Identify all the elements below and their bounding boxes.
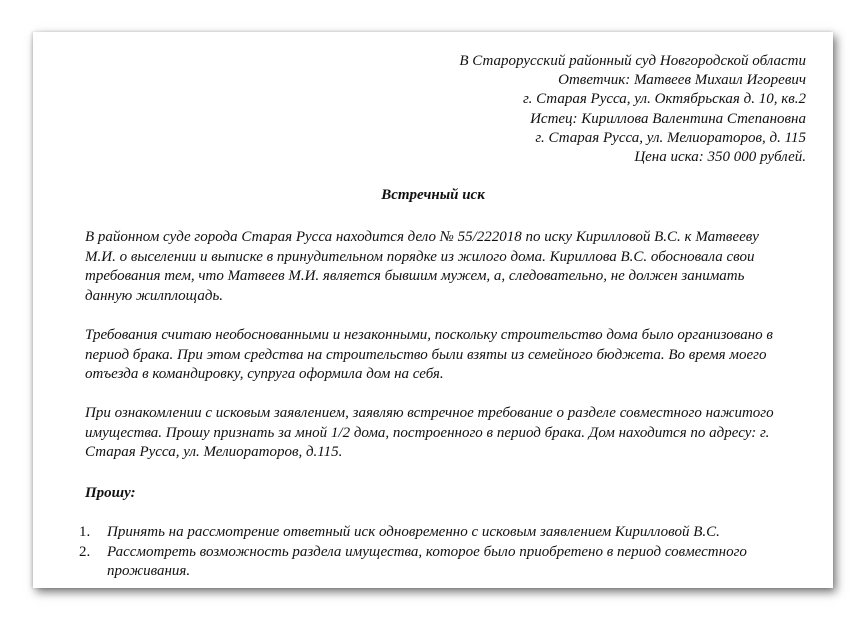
list-item xyxy=(79,543,799,582)
list-item-number: 2. xyxy=(79,543,91,560)
paragraph-objection: Требования считаю необоснованными и незаконными, поскольку строительство дома было организовано в период брака. При этом средства на строительство были взяты из семейного бюджета. Во время моего отъезда в командировку, супруга оформила дом на себя. xyxy=(85,327,773,382)
document-title: Встречный иск xyxy=(381,187,485,203)
request-heading: Прошу: xyxy=(85,485,136,501)
paragraph-counterclaim: При ознакомлении с исковым заявлением, заявляю встречное требование о разделе совместного нажитого имущества. Прошу признать за мной 1/2 дома, построенного в период брака. Дом находится по адресу: г. Старая Русса, ул. Мелиораторов, д.115. xyxy=(85,405,774,460)
list-item-text: Принять на рассмотрение ответный иск одновременно с исковым заявлением Кирилловой В.С. xyxy=(107,524,720,540)
list-item-number: 1. xyxy=(79,524,91,540)
header-plaintiff-address: г. Старая Русса, ул. Мелиораторов, д. 115 xyxy=(535,129,806,146)
paragraph-case-info: В районном суде города Старая Русса находится дело № 55/222018 по иску Кирилловой В.С. к Матвееву М.И. о выселении и выписке в принудительном порядке из жилого дома. Кириллова В.С. обосновала свои требования тем, что Матвеев М.И. является бывшим мужем, а, следовательно, не должен занимать данную жилплощадь. xyxy=(85,229,759,304)
header-defendant: Ответчик: Матвеев Михаил Игоревич xyxy=(558,72,806,89)
header-court: В Старорусский районный суд Новгородской области xyxy=(459,53,806,69)
header-claim-amount: Цена иска: 350 000 рублей. xyxy=(634,149,806,166)
list-item xyxy=(79,523,799,543)
header-defendant-address: г. Старая Русса, ул. Октябрьская д. 10, кв.2 xyxy=(522,91,806,108)
request-list xyxy=(79,523,799,582)
document-header xyxy=(459,52,806,167)
document-page xyxy=(33,32,833,588)
list-item-text: Рассмотреть возможность раздела имущества, которое было приобретено в период совместного проживания. xyxy=(107,543,747,579)
header-plaintiff: Истец: Кириллова Валентина Степановна xyxy=(530,110,806,127)
